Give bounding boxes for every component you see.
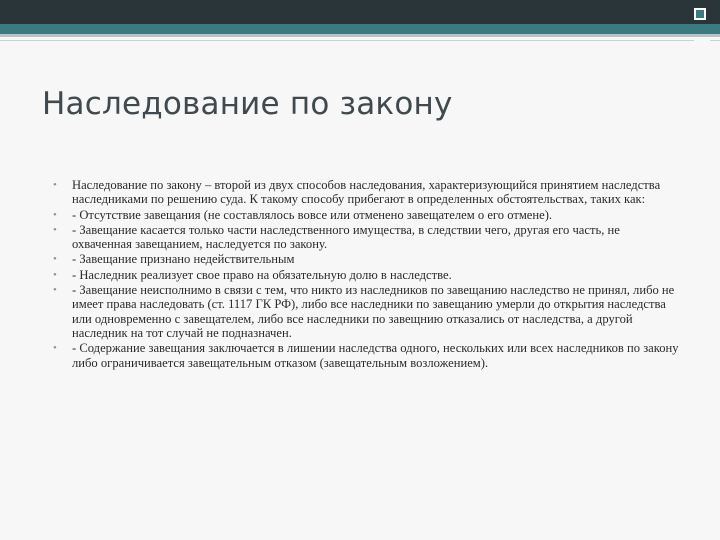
list-item-text: - Отсутствие завещания (не составлялось вовсе или отменено завещателем о его отмене). (72, 207, 553, 222)
list-item (50, 341, 680, 370)
list-item (50, 223, 680, 252)
bullet-list (50, 178, 680, 370)
slide-title: Наследование по закону (42, 86, 453, 122)
list-item-text: - Завещание признано недействительным (72, 252, 295, 267)
list-item (50, 208, 680, 222)
list-item (50, 268, 680, 282)
list-item (50, 283, 680, 340)
header-band-gray (0, 34, 720, 37)
bullet-icon: • (53, 268, 57, 281)
divider-line-left (0, 40, 694, 41)
bullet-icon: • (53, 223, 57, 236)
list-item-text: - Завещание неисполнимо в связи с тем, что никто из наследников по завещанию наследство не принял, либо не имеет права наследовать (ст. 1117 ГК РФ), либо все наследники по завещанию умерли до открытия наследства или одновременно с завещателем, либо все наследники по завещнию отказались от наследства, а другой наследник на тот случай не подназначен. (72, 283, 675, 340)
list-item (50, 178, 680, 207)
list-item-text: Наследование по закону – второй из двух способов наследования, характеризующийся принятием наследства наследниками по решению суда. К такому способу прибегают в определенных обстоятельствах, таких как: (72, 178, 661, 207)
divider-line-right (710, 40, 720, 41)
corner-square-icon (694, 8, 706, 20)
list-item-text: - Наследник реализует свое право на обязательную долю в наследстве. (72, 267, 452, 282)
bullet-icon: • (53, 284, 57, 297)
bullet-icon: • (53, 179, 57, 191)
bullet-icon: • (53, 342, 57, 355)
header-band-accent (0, 24, 720, 34)
list-item-text: - Содержание завещания заключается в лишении наследства одного, нескольких или всех наследников по закону либо ограничивается завещательным отказом (завещательным возложением). (72, 341, 679, 370)
bullet-icon: • (53, 253, 57, 266)
header-band-dark (0, 0, 720, 24)
bullet-icon: • (53, 208, 57, 221)
list-item (50, 252, 680, 266)
list-item-text: - Завещание касается только части наследственного имущества, в следствии чего, другая его часть, не охваченная завещанием, наследуется по закону. (72, 222, 620, 252)
